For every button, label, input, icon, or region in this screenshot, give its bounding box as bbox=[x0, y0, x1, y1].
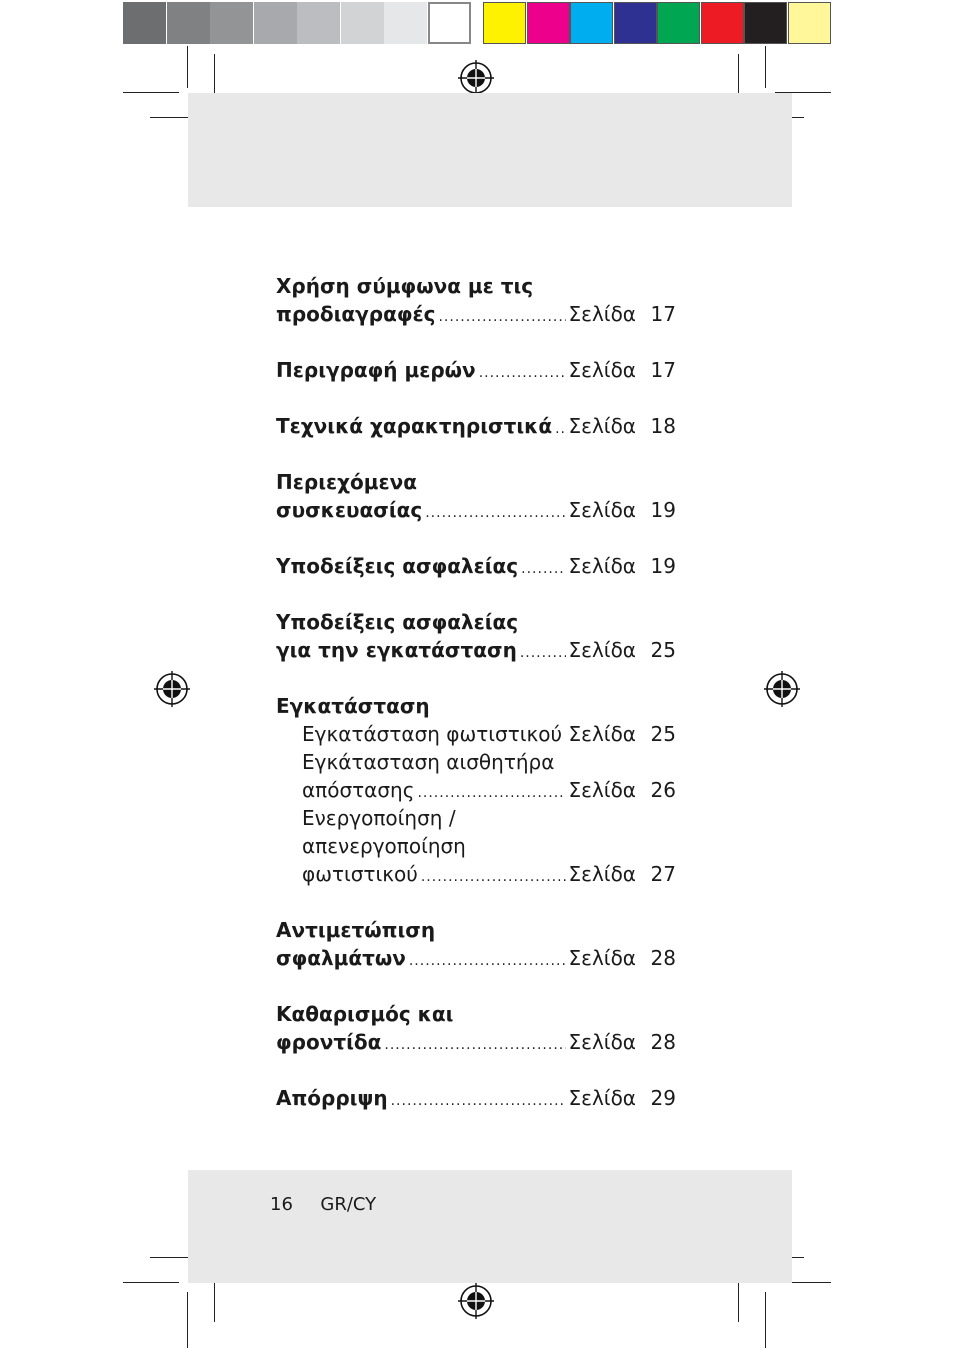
page-footer bbox=[270, 1194, 376, 1215]
toc-entry[interactable] bbox=[276, 356, 676, 384]
page-label: Σελίδα bbox=[568, 862, 636, 886]
toc-entry[interactable] bbox=[276, 776, 676, 804]
page-label: Σελίδα bbox=[568, 498, 636, 522]
page-ref: 25 bbox=[650, 638, 676, 662]
color-swatch bbox=[657, 2, 700, 44]
page-ref: 29 bbox=[650, 1086, 676, 1110]
page-label: Σελίδα bbox=[568, 946, 636, 970]
page-ref: 28 bbox=[650, 1030, 676, 1054]
toc-entry-title: Εγκατάσταση φωτιστικού bbox=[302, 722, 563, 746]
gray-swatch bbox=[210, 2, 253, 44]
toc-entry-title: Περιγραφή μερών bbox=[276, 358, 476, 382]
page-label: Σελίδα bbox=[568, 722, 636, 746]
color-swatch bbox=[483, 2, 526, 44]
toc-entry[interactable] bbox=[276, 1028, 676, 1056]
page-label: Σελίδα bbox=[568, 554, 636, 578]
gray-swatch bbox=[297, 2, 340, 44]
page-label: Σελίδα bbox=[568, 1086, 636, 1110]
toc-entry-title: φωτιστικού bbox=[302, 862, 418, 886]
page-ref: 28 bbox=[650, 946, 676, 970]
gray-swatch bbox=[167, 2, 210, 44]
dot-leader bbox=[421, 863, 566, 891]
registration-mark-icon bbox=[764, 671, 800, 707]
toc-entry-title: απόστασης bbox=[302, 778, 415, 802]
dot-leader bbox=[521, 555, 565, 583]
page-ref: 27 bbox=[650, 862, 676, 886]
gray-swatch bbox=[254, 2, 297, 44]
toc-entry-title: συσκευασίας bbox=[276, 498, 423, 522]
dot-leader bbox=[425, 499, 565, 527]
toc-title-line: Ενεργοποίηση / bbox=[302, 806, 456, 830]
toc-entry[interactable] bbox=[276, 720, 676, 748]
registration-mark-icon bbox=[458, 60, 494, 96]
page-ref: 17 bbox=[650, 302, 676, 326]
page-ref: 19 bbox=[650, 554, 676, 578]
page-label: Σελίδα bbox=[568, 358, 636, 382]
dot-leader bbox=[438, 303, 565, 331]
page-label: Σελίδα bbox=[568, 638, 636, 662]
page-label: Σελίδα bbox=[568, 778, 636, 802]
color-swatch bbox=[570, 2, 613, 44]
registration-mark-icon bbox=[154, 671, 190, 707]
page-label: Σελίδα bbox=[568, 302, 636, 326]
color-swatch bbox=[614, 2, 657, 44]
toc-title-line: απενεργοποίηση bbox=[302, 834, 466, 858]
color-swatch bbox=[701, 2, 744, 44]
toc-entry-title: Υποδείξεις ασφαλείας bbox=[276, 554, 519, 578]
page-ref: 25 bbox=[650, 722, 676, 746]
dot-leader bbox=[391, 1087, 566, 1115]
toc-entry[interactable] bbox=[276, 412, 676, 440]
dot-leader bbox=[417, 779, 565, 807]
color-swatch bbox=[744, 2, 787, 44]
gray-swatch bbox=[341, 2, 384, 44]
color-swatch bbox=[527, 2, 570, 44]
toc-entry[interactable] bbox=[276, 496, 676, 524]
page-label: Σελίδα bbox=[568, 414, 636, 438]
toc-title-line: Καθαρισμός και bbox=[276, 1002, 454, 1026]
color-swatch bbox=[788, 2, 831, 44]
page-ref: 17 bbox=[650, 358, 676, 382]
gray-swatch bbox=[428, 2, 471, 44]
gray-swatch bbox=[123, 2, 166, 44]
dot-leader bbox=[409, 947, 566, 975]
toc-entry[interactable] bbox=[276, 636, 676, 664]
footer-panel bbox=[188, 1170, 792, 1283]
page-ref: 18 bbox=[650, 414, 676, 438]
toc-heading: Εγκατάσταση bbox=[276, 694, 430, 718]
toc-entry-title: Απόρριψη bbox=[276, 1086, 388, 1110]
registration-mark-icon bbox=[458, 1283, 494, 1319]
header-panel bbox=[188, 93, 792, 207]
toc-title-line: Υποδείξεις ασφαλείας bbox=[276, 610, 519, 634]
toc-entry[interactable] bbox=[276, 1084, 676, 1112]
toc-entry-title: για την εγκατάσταση bbox=[276, 638, 517, 662]
page-ref: 26 bbox=[650, 778, 676, 802]
dot-leader bbox=[479, 359, 566, 387]
page-label: Σελίδα bbox=[568, 1030, 636, 1054]
toc-entry-title: προδιαγραφές bbox=[276, 302, 436, 326]
page-ref: 19 bbox=[650, 498, 676, 522]
page-number: 16 bbox=[270, 1194, 293, 1215]
toc-title-line: Περιεχόμενα bbox=[276, 470, 417, 494]
toc-entry[interactable] bbox=[276, 300, 676, 328]
toc-entry-title: φροντίδα bbox=[276, 1030, 382, 1054]
toc-entry-title: σφαλμάτων bbox=[276, 946, 406, 970]
toc-entry[interactable] bbox=[276, 944, 676, 972]
toc-entry[interactable] bbox=[276, 552, 676, 580]
toc-title-line: Αντιμετώπιση bbox=[276, 918, 436, 942]
toc-title-line: Εγκάτασταση αισθητήρα bbox=[302, 750, 555, 774]
toc-entry[interactable] bbox=[276, 860, 676, 888]
toc-entry-title: Τεχνικά χαρακτηριστικά bbox=[276, 414, 553, 438]
dot-leader bbox=[555, 415, 565, 443]
dot-leader bbox=[520, 639, 566, 667]
toc-title-line: Χρήση σύμφωνα με τις bbox=[276, 274, 534, 298]
gray-swatch bbox=[384, 2, 427, 44]
dot-leader bbox=[384, 1031, 565, 1059]
locale-code: GR/CY bbox=[320, 1194, 377, 1215]
